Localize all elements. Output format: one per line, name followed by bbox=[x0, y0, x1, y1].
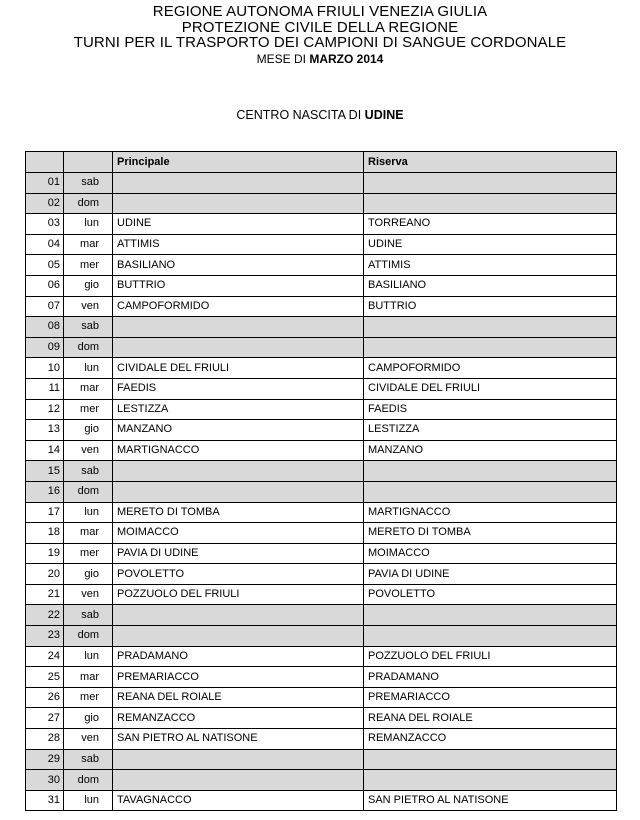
day-cell: 19 bbox=[26, 543, 64, 564]
table-row bbox=[26, 358, 617, 379]
table-row bbox=[26, 502, 617, 523]
principale-cell bbox=[113, 461, 364, 482]
table-row bbox=[26, 337, 617, 358]
principale-cell: ATTIMIS bbox=[113, 234, 364, 255]
table-row bbox=[26, 543, 617, 564]
principale-cell bbox=[113, 173, 364, 194]
weekday-cell: dom bbox=[64, 337, 113, 358]
day-cell: 18 bbox=[26, 523, 64, 544]
riserva-cell bbox=[364, 605, 617, 626]
principale-cell: BASILIANO bbox=[113, 255, 364, 276]
principale-cell: BUTTRIO bbox=[113, 275, 364, 296]
principale-cell: REMANZACCO bbox=[113, 708, 364, 729]
shift-table bbox=[25, 151, 617, 811]
header-weekday bbox=[64, 152, 113, 173]
principale-cell: PREMARIACCO bbox=[113, 667, 364, 688]
principale-cell bbox=[113, 193, 364, 214]
day-cell: 04 bbox=[26, 234, 64, 255]
weekday-cell: dom bbox=[64, 626, 113, 647]
weekday-cell: dom bbox=[64, 481, 113, 502]
riserva-cell bbox=[364, 626, 617, 647]
table-row bbox=[26, 790, 617, 811]
riserva-cell bbox=[364, 461, 617, 482]
weekday-cell: dom bbox=[64, 770, 113, 791]
table-row bbox=[26, 605, 617, 626]
principale-cell bbox=[113, 749, 364, 770]
riserva-cell: REMANZACCO bbox=[364, 729, 617, 750]
table-row bbox=[26, 296, 617, 317]
day-cell: 31 bbox=[26, 790, 64, 811]
day-cell: 15 bbox=[26, 461, 64, 482]
riserva-cell: POZZUOLO DEL FRIULI bbox=[364, 646, 617, 667]
day-cell: 10 bbox=[26, 358, 64, 379]
table-row bbox=[26, 626, 617, 647]
principale-cell: PAVIA DI UDINE bbox=[113, 543, 364, 564]
riserva-cell: CIVIDALE DEL FRIULI bbox=[364, 378, 617, 399]
weekday-cell: gio bbox=[64, 564, 113, 585]
riserva-cell: FAEDIS bbox=[364, 399, 617, 420]
day-cell: 08 bbox=[26, 317, 64, 338]
day-cell: 05 bbox=[26, 255, 64, 276]
table-row bbox=[26, 214, 617, 235]
table-row bbox=[26, 234, 617, 255]
principale-cell: POZZUOLO DEL FRIULI bbox=[113, 584, 364, 605]
riserva-cell: PAVIA DI UDINE bbox=[364, 564, 617, 585]
month-prefix: MESE DI bbox=[256, 51, 310, 66]
table-row bbox=[26, 708, 617, 729]
month-line bbox=[0, 52, 640, 66]
principale-cell: PRADAMANO bbox=[113, 646, 364, 667]
principale-cell: FAEDIS bbox=[113, 378, 364, 399]
document-header bbox=[0, 4, 640, 66]
riserva-cell: PRADAMANO bbox=[364, 667, 617, 688]
weekday-cell: mar bbox=[64, 378, 113, 399]
table-row bbox=[26, 584, 617, 605]
principale-cell: LESTIZZA bbox=[113, 399, 364, 420]
day-cell: 30 bbox=[26, 770, 64, 791]
center-value: UDINE bbox=[364, 108, 404, 122]
table-row bbox=[26, 523, 617, 544]
riserva-cell: MANZANO bbox=[364, 440, 617, 461]
principale-cell bbox=[113, 605, 364, 626]
table-header-row bbox=[26, 152, 617, 173]
day-cell: 03 bbox=[26, 214, 64, 235]
day-cell: 27 bbox=[26, 708, 64, 729]
day-cell: 11 bbox=[26, 378, 64, 399]
day-cell: 29 bbox=[26, 749, 64, 770]
day-cell: 22 bbox=[26, 605, 64, 626]
riserva-cell: MARTIGNACCO bbox=[364, 502, 617, 523]
weekday-cell: sab bbox=[64, 605, 113, 626]
principale-cell: CIVIDALE DEL FRIULI bbox=[113, 358, 364, 379]
riserva-cell: REANA DEL ROIALE bbox=[364, 708, 617, 729]
day-cell: 23 bbox=[26, 626, 64, 647]
riserva-cell: SAN PIETRO AL NATISONE bbox=[364, 790, 617, 811]
riserva-cell: BASILIANO bbox=[364, 275, 617, 296]
weekday-cell: ven bbox=[64, 729, 113, 750]
weekday-cell: ven bbox=[64, 584, 113, 605]
header-riserva: Riserva bbox=[364, 152, 617, 173]
weekday-cell: gio bbox=[64, 708, 113, 729]
weekday-cell: mer bbox=[64, 255, 113, 276]
principale-cell bbox=[113, 337, 364, 358]
weekday-cell: mer bbox=[64, 399, 113, 420]
weekday-cell: lun bbox=[64, 502, 113, 523]
principale-cell: TAVAGNACCO bbox=[113, 790, 364, 811]
riserva-cell: BUTTRIO bbox=[364, 296, 617, 317]
weekday-cell: mar bbox=[64, 667, 113, 688]
riserva-cell: MERETO DI TOMBA bbox=[364, 523, 617, 544]
document-title: TURNI PER IL TRASPORTO DEI CAMPIONI DI SANGUE CORDONALE bbox=[73, 34, 567, 51]
principale-cell: CAMPOFORMIDO bbox=[113, 296, 364, 317]
principale-cell: MERETO DI TOMBA bbox=[113, 502, 364, 523]
table-row bbox=[26, 646, 617, 667]
table-row bbox=[26, 564, 617, 585]
weekday-cell: sab bbox=[64, 173, 113, 194]
weekday-cell: sab bbox=[64, 461, 113, 482]
table-row bbox=[26, 440, 617, 461]
day-cell: 09 bbox=[26, 337, 64, 358]
table-row bbox=[26, 317, 617, 338]
principale-cell: POVOLETTO bbox=[113, 564, 364, 585]
day-cell: 13 bbox=[26, 420, 64, 441]
table-row bbox=[26, 729, 617, 750]
riserva-cell: CAMPOFORMIDO bbox=[364, 358, 617, 379]
table-row bbox=[26, 461, 617, 482]
weekday-cell: lun bbox=[64, 646, 113, 667]
table-row bbox=[26, 173, 617, 194]
day-cell: 17 bbox=[26, 502, 64, 523]
weekday-cell: dom bbox=[64, 193, 113, 214]
day-cell: 25 bbox=[26, 667, 64, 688]
table-row bbox=[26, 770, 617, 791]
principale-cell bbox=[113, 481, 364, 502]
day-cell: 20 bbox=[26, 564, 64, 585]
day-cell: 01 bbox=[26, 173, 64, 194]
day-cell: 28 bbox=[26, 729, 64, 750]
region-title: REGIONE AUTONOMA FRIULI VENEZIA GIULIA bbox=[152, 3, 488, 20]
weekday-cell: gio bbox=[64, 275, 113, 296]
day-cell: 07 bbox=[26, 296, 64, 317]
table-row bbox=[26, 749, 617, 770]
table-row bbox=[26, 193, 617, 214]
day-cell: 21 bbox=[26, 584, 64, 605]
table-row bbox=[26, 275, 617, 296]
principale-cell bbox=[113, 626, 364, 647]
riserva-cell bbox=[364, 337, 617, 358]
weekday-cell: gio bbox=[64, 420, 113, 441]
principale-cell: MOIMACCO bbox=[113, 523, 364, 544]
weekday-cell: mer bbox=[64, 687, 113, 708]
weekday-cell: ven bbox=[64, 440, 113, 461]
day-cell: 26 bbox=[26, 687, 64, 708]
weekday-cell: mar bbox=[64, 523, 113, 544]
weekday-cell: lun bbox=[64, 358, 113, 379]
weekday-cell: mer bbox=[64, 543, 113, 564]
month-value: MARZO 2014 bbox=[309, 51, 384, 66]
riserva-cell bbox=[364, 749, 617, 770]
day-cell: 02 bbox=[26, 193, 64, 214]
riserva-cell bbox=[364, 770, 617, 791]
principale-cell bbox=[113, 770, 364, 791]
header-principale: Principale bbox=[113, 152, 364, 173]
weekday-cell: lun bbox=[64, 790, 113, 811]
center-prefix: CENTRO NASCITA DI bbox=[236, 108, 365, 122]
weekday-cell: sab bbox=[64, 317, 113, 338]
riserva-cell: TORREANO bbox=[364, 214, 617, 235]
riserva-cell bbox=[364, 481, 617, 502]
weekday-cell: sab bbox=[64, 749, 113, 770]
riserva-cell: LESTIZZA bbox=[364, 420, 617, 441]
day-cell: 06 bbox=[26, 275, 64, 296]
riserva-cell: UDINE bbox=[364, 234, 617, 255]
table-row bbox=[26, 667, 617, 688]
weekday-cell: ven bbox=[64, 296, 113, 317]
day-cell: 16 bbox=[26, 481, 64, 502]
riserva-cell: PREMARIACCO bbox=[364, 687, 617, 708]
weekday-cell: lun bbox=[64, 214, 113, 235]
day-cell: 12 bbox=[26, 399, 64, 420]
riserva-cell bbox=[364, 173, 617, 194]
riserva-cell bbox=[364, 193, 617, 214]
riserva-cell bbox=[364, 317, 617, 338]
riserva-cell: MOIMACCO bbox=[364, 543, 617, 564]
riserva-cell: POVOLETTO bbox=[364, 584, 617, 605]
day-cell: 14 bbox=[26, 440, 64, 461]
department-title: PROTEZIONE CIVILE DELLA REGIONE bbox=[181, 18, 459, 36]
table-row bbox=[26, 420, 617, 441]
principale-cell: SAN PIETRO AL NATISONE bbox=[113, 729, 364, 750]
weekday-cell: mar bbox=[64, 234, 113, 255]
principale-cell bbox=[113, 317, 364, 338]
table-row bbox=[26, 687, 617, 708]
day-cell: 24 bbox=[26, 646, 64, 667]
principale-cell: REANA DEL ROIALE bbox=[113, 687, 364, 708]
table-row bbox=[26, 481, 617, 502]
principale-cell: MANZANO bbox=[113, 420, 364, 441]
table-row bbox=[26, 399, 617, 420]
principale-cell: MARTIGNACCO bbox=[113, 440, 364, 461]
table-row bbox=[26, 378, 617, 399]
riserva-cell: ATTIMIS bbox=[364, 255, 617, 276]
birth-center-line bbox=[0, 108, 640, 122]
table-body bbox=[26, 173, 617, 811]
header-day bbox=[26, 152, 64, 173]
principale-cell: UDINE bbox=[113, 214, 364, 235]
table-row bbox=[26, 255, 617, 276]
